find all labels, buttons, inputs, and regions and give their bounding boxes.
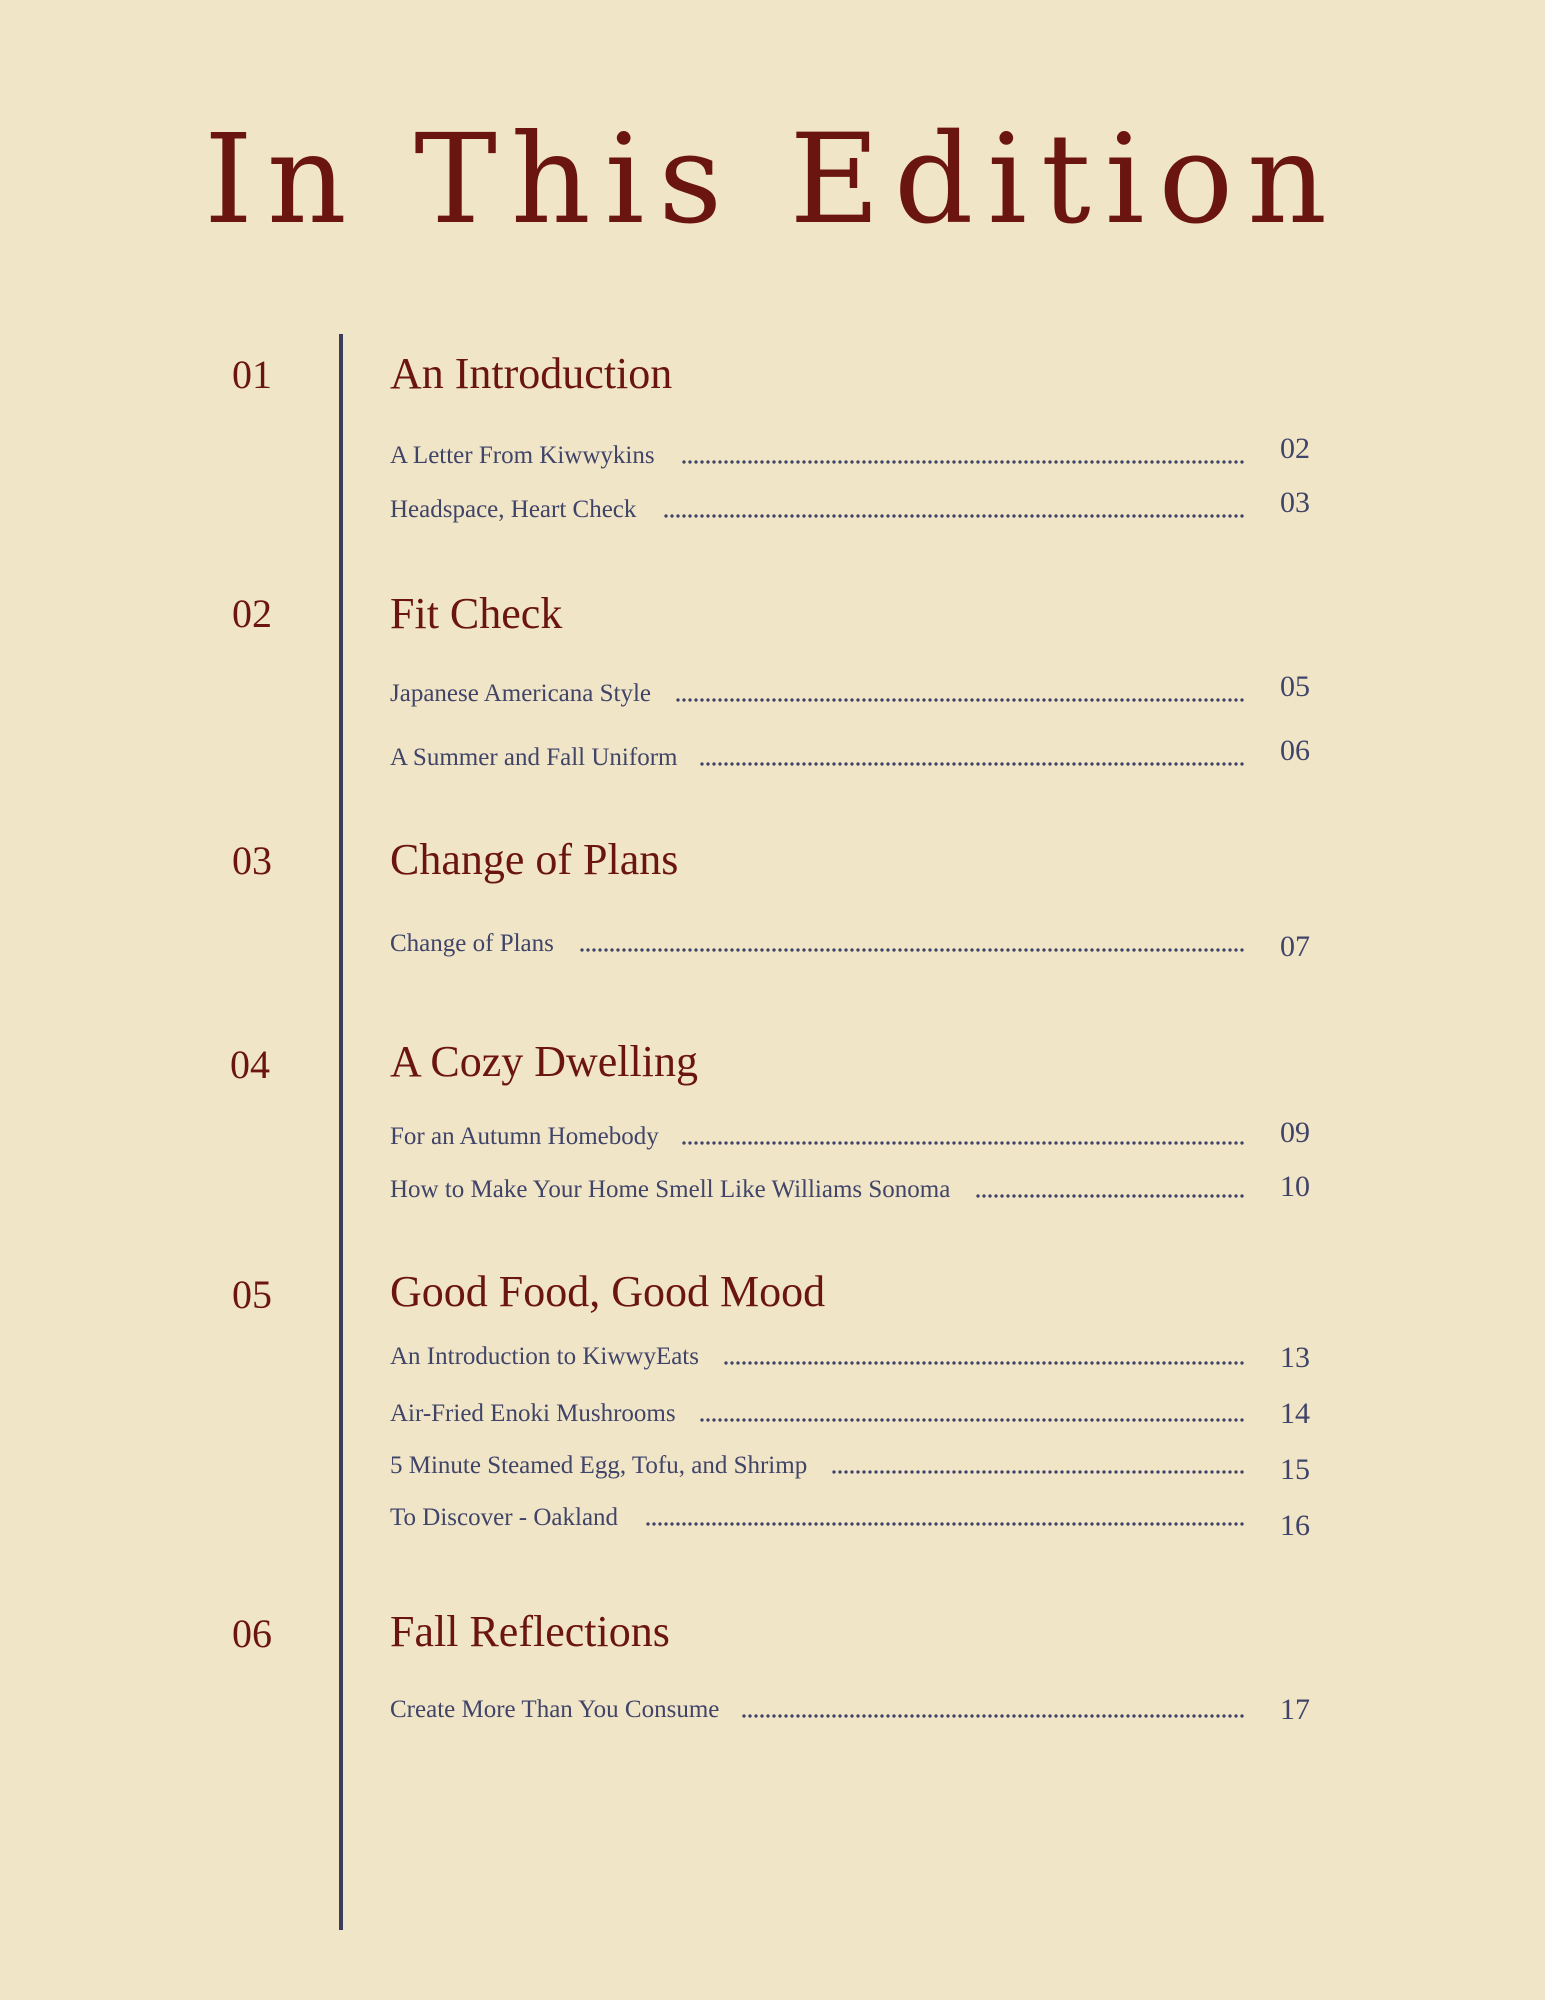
toc-entry[interactable]: [390, 439, 1245, 473]
section-heading: Good Food, Good Mood: [390, 1267, 826, 1316]
dot-leader: [699, 762, 1245, 766]
page-number: 14: [1280, 1397, 1310, 1430]
page-number: 16: [1280, 1509, 1310, 1542]
section-heading: Fit Check: [390, 589, 563, 638]
dot-leader: [675, 698, 1245, 702]
entry-title: Japanese Americana Style: [390, 680, 652, 707]
toc-entry[interactable]: [390, 1501, 1245, 1535]
dot-leader: [831, 1470, 1245, 1474]
page-number: 10: [1280, 1170, 1310, 1203]
entry-title: For an Autumn Homebody: [390, 1123, 659, 1150]
dot-leader: [741, 1714, 1245, 1718]
section-number: 01: [232, 352, 272, 397]
page-number: 05: [1280, 670, 1310, 703]
dot-leader: [975, 1194, 1245, 1198]
section-number: 02: [232, 591, 272, 636]
section-number: 04: [230, 1042, 270, 1087]
entry-title: Create More Than You Consume: [390, 1696, 720, 1723]
page-number: 06: [1280, 734, 1310, 767]
toc-entry[interactable]: [390, 1693, 1245, 1727]
toc-entry[interactable]: [390, 493, 1245, 527]
dot-leader: [681, 1141, 1245, 1145]
section-number: 05: [232, 1272, 272, 1317]
page-number: 13: [1280, 1341, 1310, 1374]
toc-entry[interactable]: [390, 1173, 1245, 1207]
section-number: 03: [232, 838, 272, 883]
dot-leader: [645, 1522, 1245, 1526]
page-number: 02: [1280, 432, 1310, 465]
section-number: 06: [232, 1611, 272, 1656]
section-heading: An Introduction: [390, 349, 673, 398]
toc-entry[interactable]: [390, 677, 1245, 711]
page-number: 09: [1280, 1116, 1310, 1149]
dot-leader: [663, 514, 1245, 518]
dot-leader: [723, 1361, 1245, 1365]
toc-entry[interactable]: [390, 741, 1245, 775]
entry-title: A Summer and Fall Uniform: [390, 744, 678, 771]
page-number: 07: [1280, 930, 1310, 963]
entry-title: To Discover - Oakland: [390, 1504, 619, 1531]
vertical-rule: [339, 334, 343, 1930]
page-number: 15: [1280, 1453, 1310, 1486]
toc-entry[interactable]: [390, 1397, 1245, 1431]
section-heading: Change of Plans: [390, 835, 679, 884]
page-number: 03: [1280, 486, 1310, 519]
section-heading: A Cozy Dwelling: [390, 1037, 698, 1086]
toc-entry[interactable]: [390, 1120, 1245, 1154]
entry-title: 5 Minute Steamed Egg, Tofu, and Shrimp: [390, 1452, 808, 1479]
section-heading: Fall Reflections: [390, 1607, 670, 1656]
toc-entry[interactable]: [390, 927, 1245, 961]
entry-title: An Introduction to KiwwyEats: [390, 1343, 699, 1370]
entry-title: Change of Plans: [390, 930, 554, 957]
toc-entry[interactable]: [390, 1449, 1245, 1483]
entry-title: Air-Fried Enoki Mushrooms: [390, 1400, 676, 1427]
page-number: 17: [1280, 1693, 1310, 1726]
entry-title: How to Make Your Home Smell Like Williams Sonoma: [390, 1176, 951, 1203]
entry-title: Headspace, Heart Check: [390, 496, 637, 523]
entry-title: A Letter From Kiwwykins: [390, 442, 655, 469]
toc-entry[interactable]: [390, 1340, 1245, 1374]
dot-leader: [699, 1418, 1245, 1422]
dot-leader: [681, 460, 1245, 464]
page-title: In This Edition: [203, 108, 1342, 252]
dot-leader: [579, 948, 1245, 952]
